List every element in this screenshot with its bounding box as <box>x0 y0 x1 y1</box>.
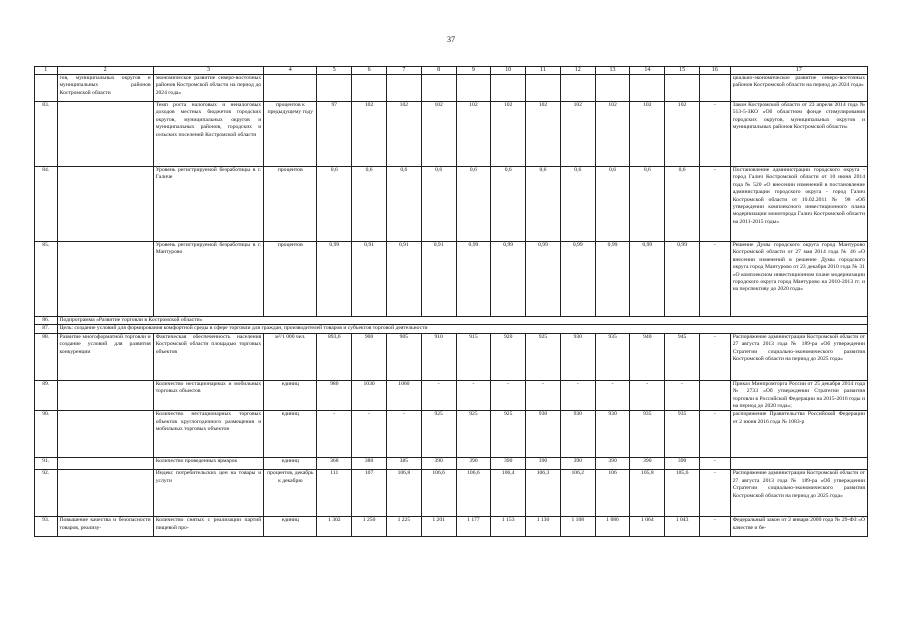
value-cell: 1 153 <box>491 517 526 537</box>
value-cell <box>456 75 491 102</box>
value-cell: 1 130 <box>526 517 561 537</box>
column-header: 3 <box>153 67 264 75</box>
value-cell: 0,99 <box>491 242 526 317</box>
value-cell: 0,6 <box>317 167 352 242</box>
value-cell: 925 <box>456 411 491 458</box>
value-cell: 900 <box>352 333 387 380</box>
source-document-cell: Распоряжение администрации Костромской области от 27 августа 2013 года № 189-ра «Об утверждении Стратегии социально-экономического развития Костромской области на период до 2025 года» <box>730 333 867 380</box>
value-cell: 0,6 <box>560 167 595 242</box>
section-title: Цель: создание условий для формирования комфортной среды в сфере торговли для граждан, производителей товаров и субъектов торговой деятельности <box>57 325 868 333</box>
value-cell: 925 <box>526 333 561 380</box>
value-cell: 0,99 <box>526 242 561 317</box>
value-cell: - <box>491 380 526 411</box>
source-document-cell: Приказ Минпромторга России от 25 декабря 2014 года № 2733 «Об утверждении Стратегии развития торговли в Российской Федерации на 2015-2016 годы и на период до 2020 года»; <box>730 380 867 411</box>
value-cell: 102 <box>595 102 630 167</box>
column-header: 6 <box>352 67 387 75</box>
value-cell <box>700 75 731 102</box>
column-header: 15 <box>665 67 700 75</box>
value-cell: 945 <box>665 333 700 380</box>
column-header: 2 <box>57 67 153 75</box>
value-cell: 0,6 <box>421 167 456 242</box>
value-cell: 0,99 <box>560 242 595 317</box>
value-cell: 930 <box>595 411 630 458</box>
indicator-cell: экономическое развитие северо-восточных районов Костромской области на период до 2024 года» <box>153 75 264 102</box>
value-cell <box>595 75 630 102</box>
value-cell: - <box>665 380 700 411</box>
source-document-cell: Постановление администрации городского округа - город Галич Костромской области от 10 июня 2014 года № 520 «О внесении изменений в постановление администрации городского округа - город Галич Костромской области от 10.02.2011 № 98 «Об утверждении комплексного инвестиционного плана модернизации моногорода Галич Костромской области на 2011-2015 годы» <box>730 167 867 242</box>
indicator-cell: Количество нестационарных торговых объектов круглогодичного размещения и мобильных торговых объектов <box>153 411 264 458</box>
value-cell: - <box>317 411 352 458</box>
value-cell: 0,91 <box>421 242 456 317</box>
value-cell: - <box>456 380 491 411</box>
column-header: 10 <box>491 67 526 75</box>
indicators-table <box>34 66 868 537</box>
source-document-cell <box>730 458 867 470</box>
value-cell: 905 <box>386 333 421 380</box>
section-title: Подпрограмма «Развитие торговли в Костромской области» <box>57 317 868 325</box>
value-cell: 1060 <box>386 380 421 411</box>
value-cell: 925 <box>491 411 526 458</box>
value-cell: 0,6 <box>456 167 491 242</box>
value-cell: 1 043 <box>665 517 700 537</box>
value-cell: 1 177 <box>456 517 491 537</box>
column-header: 5 <box>317 67 352 75</box>
unit-cell: процентов к предыдущему году <box>264 102 317 167</box>
column-header: 9 <box>456 67 491 75</box>
value-cell <box>421 75 456 102</box>
unit-cell: единиц <box>264 517 317 537</box>
value-cell: 102 <box>456 102 491 167</box>
value-cell: 106,3 <box>526 470 561 517</box>
value-cell: - <box>700 517 731 537</box>
row-number: 88. <box>35 333 58 380</box>
row-number: 90. <box>35 411 58 458</box>
value-cell: 920 <box>491 333 526 380</box>
value-cell: 0,99 <box>456 242 491 317</box>
row-number: 87. <box>35 325 58 333</box>
column-header: 13 <box>595 67 630 75</box>
unit-cell <box>264 75 317 102</box>
value-cell: 940 <box>630 333 665 380</box>
value-cell: 106 <box>595 470 630 517</box>
value-cell: - <box>700 458 731 470</box>
goal-cell <box>57 242 153 317</box>
unit-cell: единиц <box>264 380 317 411</box>
value-cell: 935 <box>630 411 665 458</box>
value-cell: 930 <box>526 411 561 458</box>
unit-cell: процентов <box>264 167 317 242</box>
goal-cell <box>57 470 153 517</box>
value-cell: 0,99 <box>665 242 700 317</box>
source-document-cell: Решение Думы городского округа город Мантурово Костромской области от 27 мая 2014 года № 46 «О внесении изменений в решение Думы городского округа город Мантурово от 23 декабря 2010 года № 31 «О комплексном инвестиционном плане модернизации городского округа город Мантурово на 2010-2013 гг. и на перспективу до 2020 года» <box>730 242 867 317</box>
value-cell: 980 <box>317 380 352 411</box>
source-document-cell: Распоряжение администрации Костромской области от 27 августа 2013 года № 189-ра «Об утверждении Стратегии социально-экономического развития Костромской области на период до 2025 года» <box>730 470 867 517</box>
value-cell: 925 <box>421 411 456 458</box>
value-cell: 0,99 <box>595 242 630 317</box>
table-row <box>35 102 868 167</box>
row-number: 85. <box>35 242 58 317</box>
value-cell: 390 <box>491 458 526 470</box>
value-cell: 106,4 <box>491 470 526 517</box>
column-header: 4 <box>264 67 317 75</box>
value-cell: 0,6 <box>595 167 630 242</box>
indicator-cell: Темп роста налоговых и неналоговых доходов местных бюджетов городских округов, муниципальных округов и муниципальных районов, городских и сельских поселений Костромской области <box>153 102 264 167</box>
value-cell: 390 <box>595 458 630 470</box>
value-cell <box>560 75 595 102</box>
value-cell: 935 <box>595 333 630 380</box>
table-row <box>35 470 868 517</box>
goal-cell: гов, муниципальных округов и муниципальных районов Костромской области <box>57 75 153 102</box>
value-cell: 107 <box>352 470 387 517</box>
goal-cell: Развитие многоформатной торговли и создание условий для развития конкуренции <box>57 333 153 380</box>
row-number: 93. <box>35 517 58 537</box>
indicator-cell: Индекс потребительских цен на товары и услуги <box>153 470 264 517</box>
value-cell: - <box>700 167 731 242</box>
row-number: 91. <box>35 458 58 470</box>
value-cell: 0,99 <box>317 242 352 317</box>
value-cell: 102 <box>386 102 421 167</box>
goal-cell <box>57 380 153 411</box>
goal-cell <box>57 102 153 167</box>
table-row <box>35 458 868 470</box>
value-cell: 390 <box>421 458 456 470</box>
value-cell: - <box>560 380 595 411</box>
goal-cell: Повышение качества и безопасности товаров, реализу- <box>57 517 153 537</box>
value-cell: 930 <box>560 411 595 458</box>
indicator-cell: Количество нестационарных и мобильных торговых объектов <box>153 380 264 411</box>
value-cell: 1 225 <box>386 517 421 537</box>
row-number: 92. <box>35 470 58 517</box>
value-cell: 935 <box>665 411 700 458</box>
table-row <box>35 75 868 102</box>
value-cell <box>386 75 421 102</box>
value-cell: 1 086 <box>595 517 630 537</box>
value-cell: 102 <box>526 102 561 167</box>
column-header: 8 <box>421 67 456 75</box>
source-document-cell: циально-экономическое развитие северо-восточных районов Костромской области на период до 2024 года» <box>730 75 867 102</box>
row-number: 84. <box>35 167 58 242</box>
value-cell: - <box>595 380 630 411</box>
column-header: 7 <box>386 67 421 75</box>
value-cell <box>526 75 561 102</box>
goal-cell <box>57 411 153 458</box>
value-cell: 105,8 <box>630 470 665 517</box>
value-cell: 1 108 <box>560 517 595 537</box>
value-cell: 102 <box>352 102 387 167</box>
column-header: 16 <box>700 67 731 75</box>
row-number: 89. <box>35 380 58 411</box>
value-cell: 0,6 <box>665 167 700 242</box>
indicator-cell: Количество снятых с реализации партий пищевой про- <box>153 517 264 537</box>
value-cell: 0,91 <box>386 242 421 317</box>
unit-cell: процентов, декабрь к декабрю <box>264 470 317 517</box>
value-cell: 390 <box>526 458 561 470</box>
value-cell: 930 <box>560 333 595 380</box>
value-cell: 380 <box>352 458 387 470</box>
value-cell: - <box>386 411 421 458</box>
value-cell: 0,6 <box>526 167 561 242</box>
value-cell: 390 <box>665 458 700 470</box>
value-cell: 893,6 <box>317 333 352 380</box>
row-number: 83. <box>35 102 58 167</box>
value-cell: 102 <box>560 102 595 167</box>
value-cell: - <box>421 380 456 411</box>
value-cell: 106,6 <box>456 470 491 517</box>
column-header: 17 <box>730 67 867 75</box>
indicator-cell: Уровень регистрируемой безработицы в г. Мантурово <box>153 242 264 317</box>
value-cell: 390 <box>630 458 665 470</box>
unit-cell: м²/1 000 чел. <box>264 333 317 380</box>
value-cell: - <box>630 380 665 411</box>
value-cell: 1 302 <box>317 517 352 537</box>
value-cell: 910 <box>421 333 456 380</box>
value-cell <box>700 380 731 411</box>
value-cell: 1 064 <box>630 517 665 537</box>
value-cell <box>352 75 387 102</box>
value-cell: 102 <box>665 102 700 167</box>
value-cell: 106,8 <box>386 470 421 517</box>
column-header: 12 <box>560 67 595 75</box>
goal-cell <box>57 167 153 242</box>
value-cell: - <box>700 242 731 317</box>
value-cell: 390 <box>456 458 491 470</box>
unit-cell: процентов <box>264 242 317 317</box>
column-header: 14 <box>630 67 665 75</box>
value-cell: 102 <box>630 102 665 167</box>
value-cell: 0,91 <box>352 242 387 317</box>
value-cell: 1030 <box>352 380 387 411</box>
table-row <box>35 325 868 333</box>
value-cell <box>491 75 526 102</box>
row-number: 86. <box>35 317 58 325</box>
header-row <box>35 67 868 75</box>
value-cell: - <box>526 380 561 411</box>
value-cell: - <box>700 470 731 517</box>
column-header: 11 <box>526 67 561 75</box>
value-cell: 390 <box>560 458 595 470</box>
value-cell: 97 <box>317 102 352 167</box>
indicator-cell: Количество проведенных ярмарок <box>153 458 264 470</box>
value-cell <box>665 75 700 102</box>
value-cell: 102 <box>491 102 526 167</box>
column-header: 1 <box>35 67 58 75</box>
indicator-cell: Фактическая обеспеченность населения Костромской области площадью торговых объектов <box>153 333 264 380</box>
value-cell: - <box>700 102 731 167</box>
goal-cell <box>57 458 153 470</box>
page-number: 37 <box>447 35 455 44</box>
value-cell: 368 <box>317 458 352 470</box>
value-cell: - <box>700 333 731 380</box>
value-cell: 106,6 <box>421 470 456 517</box>
value-cell: - <box>700 411 731 458</box>
value-cell <box>317 75 352 102</box>
value-cell: 0,99 <box>630 242 665 317</box>
value-cell: - <box>352 411 387 458</box>
value-cell <box>630 75 665 102</box>
value-cell: 0,6 <box>352 167 387 242</box>
row-number <box>35 75 58 102</box>
table-row <box>35 167 868 242</box>
table-row <box>35 380 868 411</box>
table-row <box>35 242 868 317</box>
table-row <box>35 333 868 380</box>
value-cell: 106,2 <box>560 470 595 517</box>
value-cell: 1 250 <box>352 517 387 537</box>
value-cell: 0,6 <box>491 167 526 242</box>
source-document-cell: Закон Костромской области от 23 апреля 2014 года № 513-5-ЗКО «Об областном фонде стимулирования городских округов, муниципальных округов и муниципальных районов Костромской области» <box>730 102 867 167</box>
value-cell: 0,6 <box>630 167 665 242</box>
value-cell: 111 <box>317 470 352 517</box>
value-cell: 1 201 <box>421 517 456 537</box>
indicator-cell: Уровень регистрируемой безработицы в г. Галиче <box>153 167 264 242</box>
table-row <box>35 411 868 458</box>
value-cell: 915 <box>456 333 491 380</box>
table-row <box>35 517 868 537</box>
unit-cell: единиц <box>264 458 317 470</box>
value-cell: 0,6 <box>386 167 421 242</box>
value-cell: 385 <box>386 458 421 470</box>
value-cell: 105,6 <box>665 470 700 517</box>
table-row <box>35 317 868 325</box>
source-document-cell: распоряжение Правительства Российской Федерации от 2 июня 2016 года № 1083-р <box>730 411 867 458</box>
source-document-cell: Федеральный закон от 2 января 2000 года № 29-ФЗ «О качестве и бе- <box>730 517 867 537</box>
value-cell: 102 <box>421 102 456 167</box>
unit-cell: единиц <box>264 411 317 458</box>
